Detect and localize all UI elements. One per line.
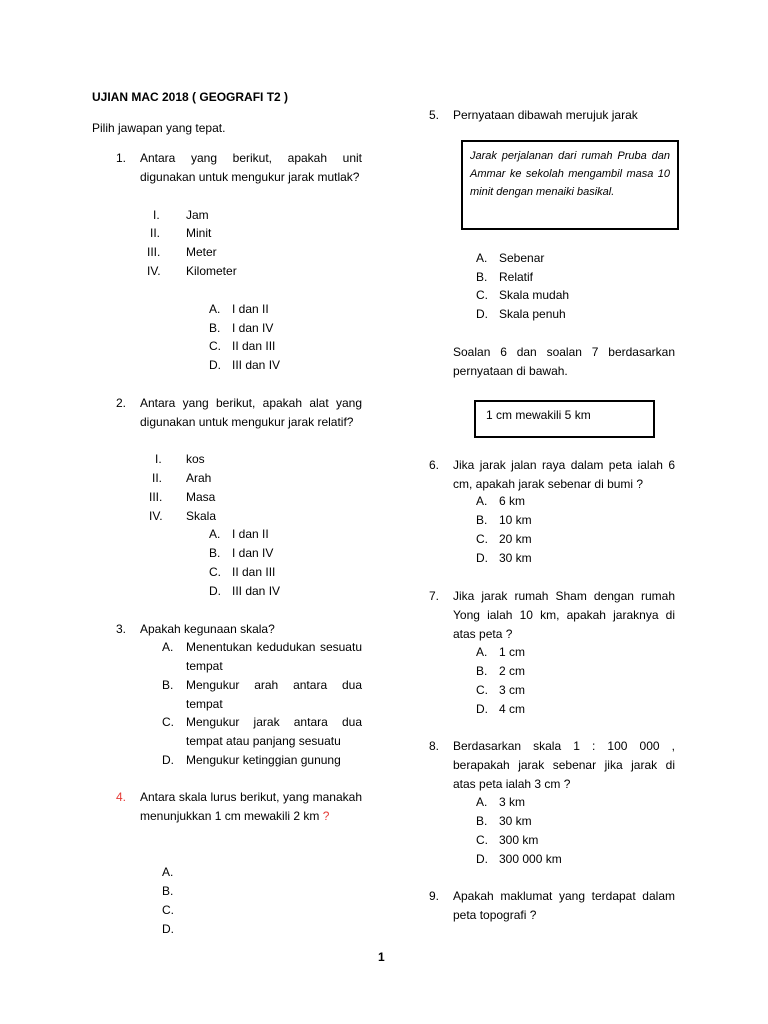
question-text: Apakah kegunaan skala?	[140, 622, 275, 636]
question-number: 6.	[429, 458, 440, 472]
exam-title: UJIAN MAC 2018 ( GEOGRAFI T2 )	[92, 90, 289, 104]
scale-text: 1 cm mewakili 5 km	[486, 408, 591, 422]
question-number: 7.	[429, 589, 440, 603]
question-number: 3.	[116, 622, 127, 636]
question-text: Jika jarak jalan raya dalam peta ialah 6 cm, apakah jarak sebenar di bumi ?	[453, 458, 675, 491]
statement-text: Jarak perjalanan dari rumah Pruba dan Ammar ke sekolah mengambil masa 10 minit dengan menaiki basikal.	[470, 150, 670, 198]
question-text: Berdasarkan skala 1 : 100 000 , berapakah jarak sebenar jika jarak di atas peta ialah 3 cm ?	[453, 739, 675, 791]
question-number: 4.	[116, 790, 127, 804]
question-text: Pernyataan dibawah merujuk jarak	[453, 108, 638, 122]
question-text: Antara yang berikut, apakah unit digunakan untuk mengukur jarak mutlak?	[140, 151, 362, 184]
question-number: 8.	[429, 739, 440, 753]
scale-box	[474, 400, 655, 438]
question-number: 1.	[116, 151, 127, 165]
stimulus-text: Soalan 6 dan soalan 7 berdasarkan pernyataan di bawah.	[453, 345, 675, 378]
question-number: 5.	[429, 108, 440, 122]
page-number: 1	[378, 950, 385, 964]
exam-page: UJIAN MAC 2018 ( GEOGRAFI T2 ) Pilih jawapan yang tepat. 1. Antara yang berikut, apakah unit digunakan untuk mengukur jarak mutlak? I. Jam II. Minit III. Meter IV. Kilometer A. I dan II B. I dan IV C. II dan III D. III dan IV 2. Antara yang berikut, apakah alat yang digunakan untuk mengukur jarak relatif? I. kos II. Arah III. Masa IV. Skala A. I dan II B. I dan IV C. II dan III D. III dan IV 3. Apakah kegunaan skala? A. Menentukan kedudukan sesuatu tempat B. Mengukur arah antara dua tempat C. Mengukur jarak antara dua tempat atau panjang sesuatu D. Mengukur ketinggian gunung 4. Antara skala lurus berikut, yang manakah menunjukkan 1 cm mewakili 2 km ? A. B. C. D. 5. Pernyataan dibawah merujuk jarak Jarak perjalanan dari rumah Pruba dan Ammar ke sekolah mengambil masa 10 minit dengan menaiki basikal. A. Sebenar B. Relatif C. Skala mudah D. Skala penuh Soalan 6 dan soalan 7 berdasarkan pernyataan di bawah. 1 cm mewakili 5 km 6. Jika jarak jalan raya dalam peta ialah 6 cm, apakah jarak sebenar di bumi ? A. 6 km B. 10 km C. 20 km D. 30 km 7. Jika jarak rumah Sham dengan rumah Yong ialah 10 km, apakah jaraknya di atas peta ? A. 1 cm B. 2 cm C. 3 cm D. 4 cm 8. Berdasarkan skala 1 : 100 000 , berapakah jarak sebenar jika jarak di atas peta ialah 3 cm ? A. 3 km B. 30 km C. 300 km D. 300 000 km 9. Apakah maklumat yang terdapat dalam peta topografi ? 1	[0, 0, 768, 1024]
statement-box	[461, 140, 679, 230]
question-text: Jika jarak rumah Sham dengan rumah Yong ialah 10 km, apakah jaraknya di atas peta ?	[453, 589, 675, 641]
question-number: 2.	[116, 396, 127, 410]
instruction-text: Pilih jawapan yang tepat.	[92, 121, 226, 135]
question-mark: ?	[322, 809, 330, 823]
question-text: Antara yang berikut, apakah alat yang digunakan untuk mengukur jarak relatif?	[140, 396, 362, 429]
question-text: Apakah maklumat yang terdapat dalam peta topografi ?	[453, 889, 675, 922]
question-number: 9.	[429, 889, 440, 903]
question-text: Antara skala lurus berikut, yang manakah menunjukkan 1 cm mewakili 2 km ?	[140, 790, 362, 823]
